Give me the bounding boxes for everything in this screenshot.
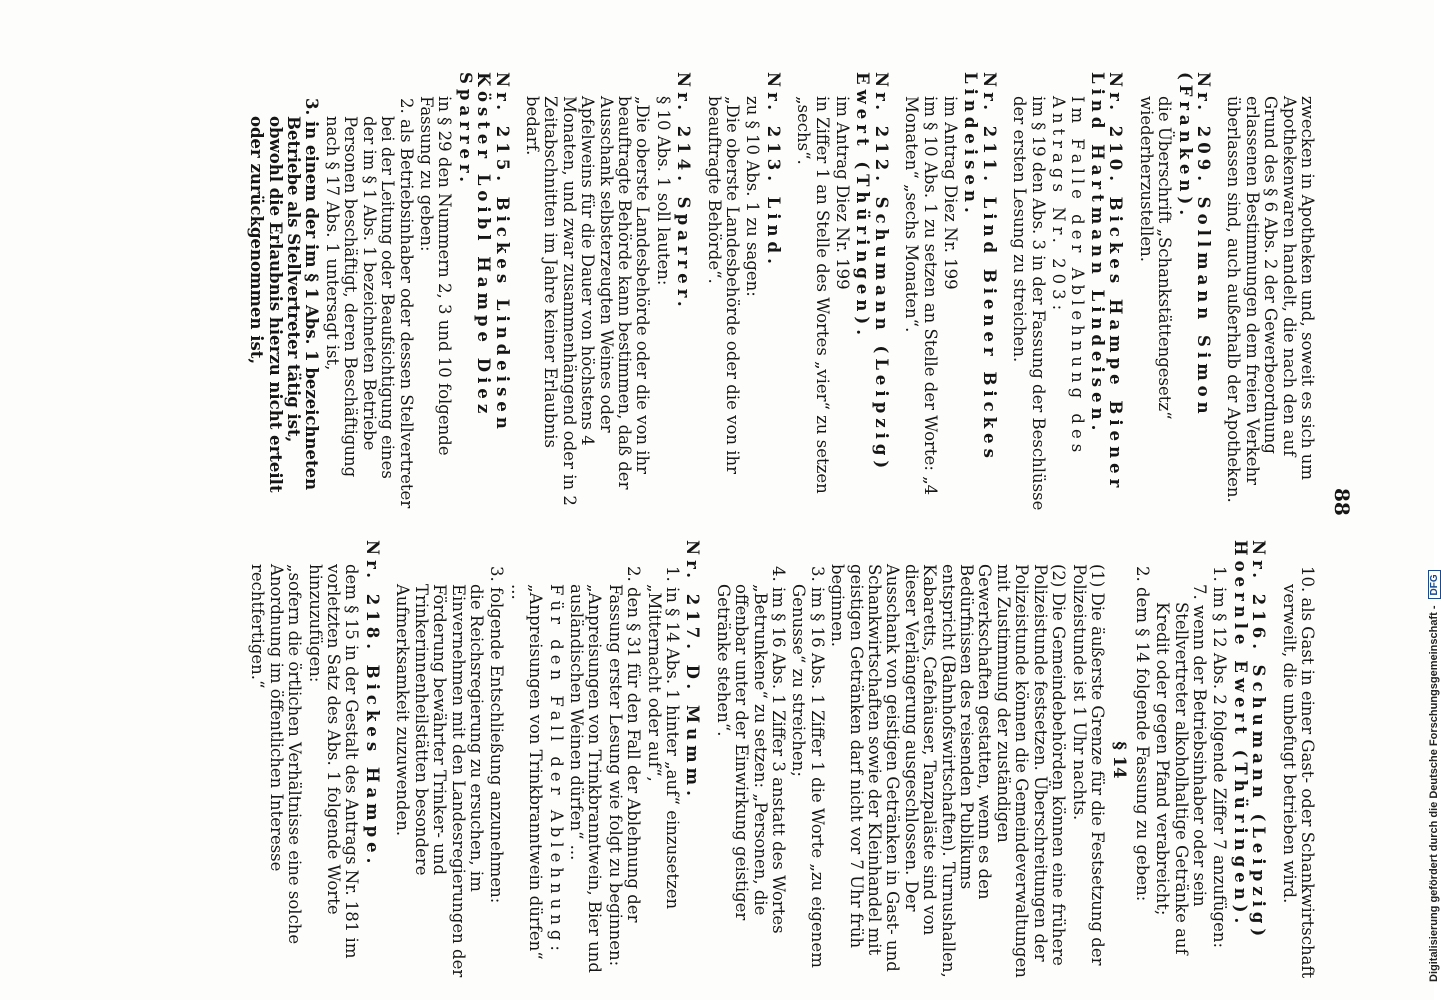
numbered-item: 4. im § 16 Abs. 1 Ziffer 3 anstatt des Wortes „Betrunkene“ zu setzen: „Personen, die offenbar unter der Einwirkung geistiger Getränke stehen“. [713, 566, 789, 934]
paragraph: im Antrag Diez Nr. 199 [833, 96, 853, 290]
paragraph: (2) Die Gemeindebehörden können eine frühere Polizeistunde festsetzen. Überschreitungen der Polizeistunde können die Gemeindeverwaltungen mit Zustimmung der zuständigen Gewerkschaften gestatten, wenn es den Bedürfnissen des reisenden Publikums entspricht (Bahnhofswirtschaften). Turnushallen, Kabaretts, Cafehäuser, Tanzpaläste sind von dieser Verlängerung ausgeschlossen. Der Ausschank von geistigen Getränken in Gast- und Schankwirtschaften sowie der Kleinhandel mit geistigen Getränken darf nicht vor 7 Uhr früh beginnen. [828, 564, 1069, 978]
paragraph: „Die oberste Landesbehörde oder die von ihr beauftragte Behörde“. [704, 96, 743, 475]
paragraph: zwecken in Apotheken und, soweit es sich um Apothekenwaren handelt, die nach den auf Grund des § 6 Abs. 2 der Gewerbeordnung erlassenen Bestimmungen dem freien Verkehr überlassen sind, auch außerhalb der Apotheken. [1224, 96, 1317, 503]
numbered-item: 3. in einem der im § 1 Abs. 1 bezeichneten Betriebe als Stellvertreter tätig ist, obwohl die Erlaubnis hierzu nicht erteilt oder zurückgenommen ist, [247, 98, 322, 493]
paragraph: die Überschrift „Schankstättengesetz“ wiederherzustellen. [1136, 96, 1175, 420]
right-column [246, 540, 1316, 980]
numbered-item: 7. wenn der Betriebsinhaber oder sein Stellvertreter alkoholhaltige Getränke auf Kredit oder gegen Pfand verabreicht; [1153, 584, 1209, 955]
numbered-item: 2. als Betriebsinhaber oder dessen Stellvertreter bei der Leitung oder Beaufsichtigung eines der im § 1 Abs. 1 bezeichneten Betriebe Personen beschäftigt, deren Beschäftigung nach § 17 Abs. 1 untersagt ist, [322, 98, 416, 509]
motion-heading: Nr. 212. Schumann (Leipzig) Ewert (Thüringen). [853, 72, 891, 474]
motion-heading: Nr. 209. Sollmann Simon (Franken). [1175, 72, 1213, 419]
paragraph: im § 19 den Abs. 3 in der Fassung der Beschlüsse der ersten Lesung zu streichen. [1010, 96, 1048, 511]
paragraph: im Antrag Diez Nr. 199 [941, 96, 961, 290]
left-column [245, 72, 1316, 512]
paragraph: in § 29 den Nummern 2, 3 und 10 folgende Fassung zu geben: [416, 96, 455, 456]
numbered-item: 3. folgende Entschließung anzunehmen: [487, 566, 507, 904]
paragraph: in Ziffer 1 an Stelle des Wortes „vier“ zu setzen „sechs“. [794, 96, 832, 494]
numbered-item: 2. den § 31 für den Fall der Ablehnung der Fassung erster Lesung wie folgt zu beginnen: [605, 566, 644, 967]
numbered-item: 3. im § 16 Abs. 1 Ziffer 1 die Worte „zu eigenem Genusse“ zu streichen; [789, 566, 827, 968]
page-number: 88 [1330, 488, 1354, 516]
motion-heading: Nr. 218. Bickes Hampe. [362, 540, 382, 869]
paragraph: dem § 15 in der Gestalt des Antrags Nr. 181 im vorletzten Satz des Abs. 1 folgende Worte hinzuzufügen: [305, 564, 362, 959]
paragraph: „Anpreisungen von Trinkbranntwein, Bier und ausländischen Weinen dürfen“ ... [566, 584, 605, 973]
dfg-logo: DFG [1428, 570, 1441, 599]
digitization-credit [1428, 2, 1441, 982]
motion-heading: Nr. 211. Lind Biener Bickes Lindeisen. [961, 72, 999, 463]
paragraph: Im Falle der Ablehnung des Antrags Nr. 203: [1049, 96, 1087, 458]
motion-heading: Nr. 215. Bickes Lindeisen Köster Loibl Hampe Diez Sparrer. [455, 72, 512, 434]
motion-heading: Nr. 217. D. Mumm. [683, 540, 703, 801]
numbered-item: 1. in § 14 Abs. 1 hinter „auf“ einzusetzen „Mitternacht oder auf“, [644, 566, 682, 910]
paragraph: (1) Die äußerste Grenze für die Festsetzung der Polizeistunde ist 1 Uhr nachts. [1069, 564, 1107, 966]
paragraph: im § 10 Abs. 1 zu setzen an Stelle der Worte: „4 Monaten“ „sechs Monaten“. [902, 96, 940, 496]
paragraph: die Reichsregierung zu ersuchen, im Einvernehmen mit den Landesregierungen der Förderung bewährter Trinker- und Trinkerinnenheilstätten besondere Aufmerksamkeit zuzuwenden. [393, 584, 486, 978]
paragraph: zu § 10 Abs. 1 zu sagen: [743, 96, 763, 297]
rotated-page-content [34, 0, 1434, 1000]
paragraph: „Die oberste Landesbehörde oder die von ihr beauftragte Behörde kann bestimmen, daß der Ausschank selbsterzeugten Weines oder Apfelweins für die Dauer von höchstens 4 Monaten, und zwar zusammenhängend oder in 2 Zeitabschnitten im Jahre keiner Erlaubnis bedarf. [522, 96, 653, 506]
motion-heading: Nr. 210. Bickes Hampe Biener Lind Hartmann Lindeisen. [1087, 72, 1126, 493]
motion-heading: Nr. 214. Sparrer. [674, 72, 694, 312]
motion-heading: Nr. 216. Schumann (Leipzig) Hoernle Ewert (Thüringen). [1230, 540, 1269, 942]
motion-heading: Nr. 213. Lind. [763, 72, 783, 269]
paragraph: Für den Fall der Ablehnung: [546, 584, 566, 956]
numbered-item: 10. als Gast in einer Gast- oder Schankwirtschaft verweilt, die unbefugt betrieben wird. [1279, 566, 1317, 979]
paragraph: „Anpreisungen von Trinkbranntwein dürfen“ ... [507, 584, 546, 960]
paragraph: „sofern die örtlichen Verhältnisse eine solche Anordnung im öffentlichen Interesse rechtfertigen.“ [248, 564, 305, 945]
credit-text: Digitalisierung gefördert durch die Deutsche Forschungsgemeinschaft - [1428, 605, 1440, 982]
numbered-item: 2. dem § 14 folgende Fassung zu geben: [1132, 566, 1152, 902]
section-heading: § 14 [1110, 741, 1130, 779]
numbered-item: 1. im § 12 Abs. 2 folgende Ziffer 7 anzufügen: [1210, 566, 1230, 949]
paragraph: § 10 Abs. 1 soll lauten: [653, 96, 673, 286]
